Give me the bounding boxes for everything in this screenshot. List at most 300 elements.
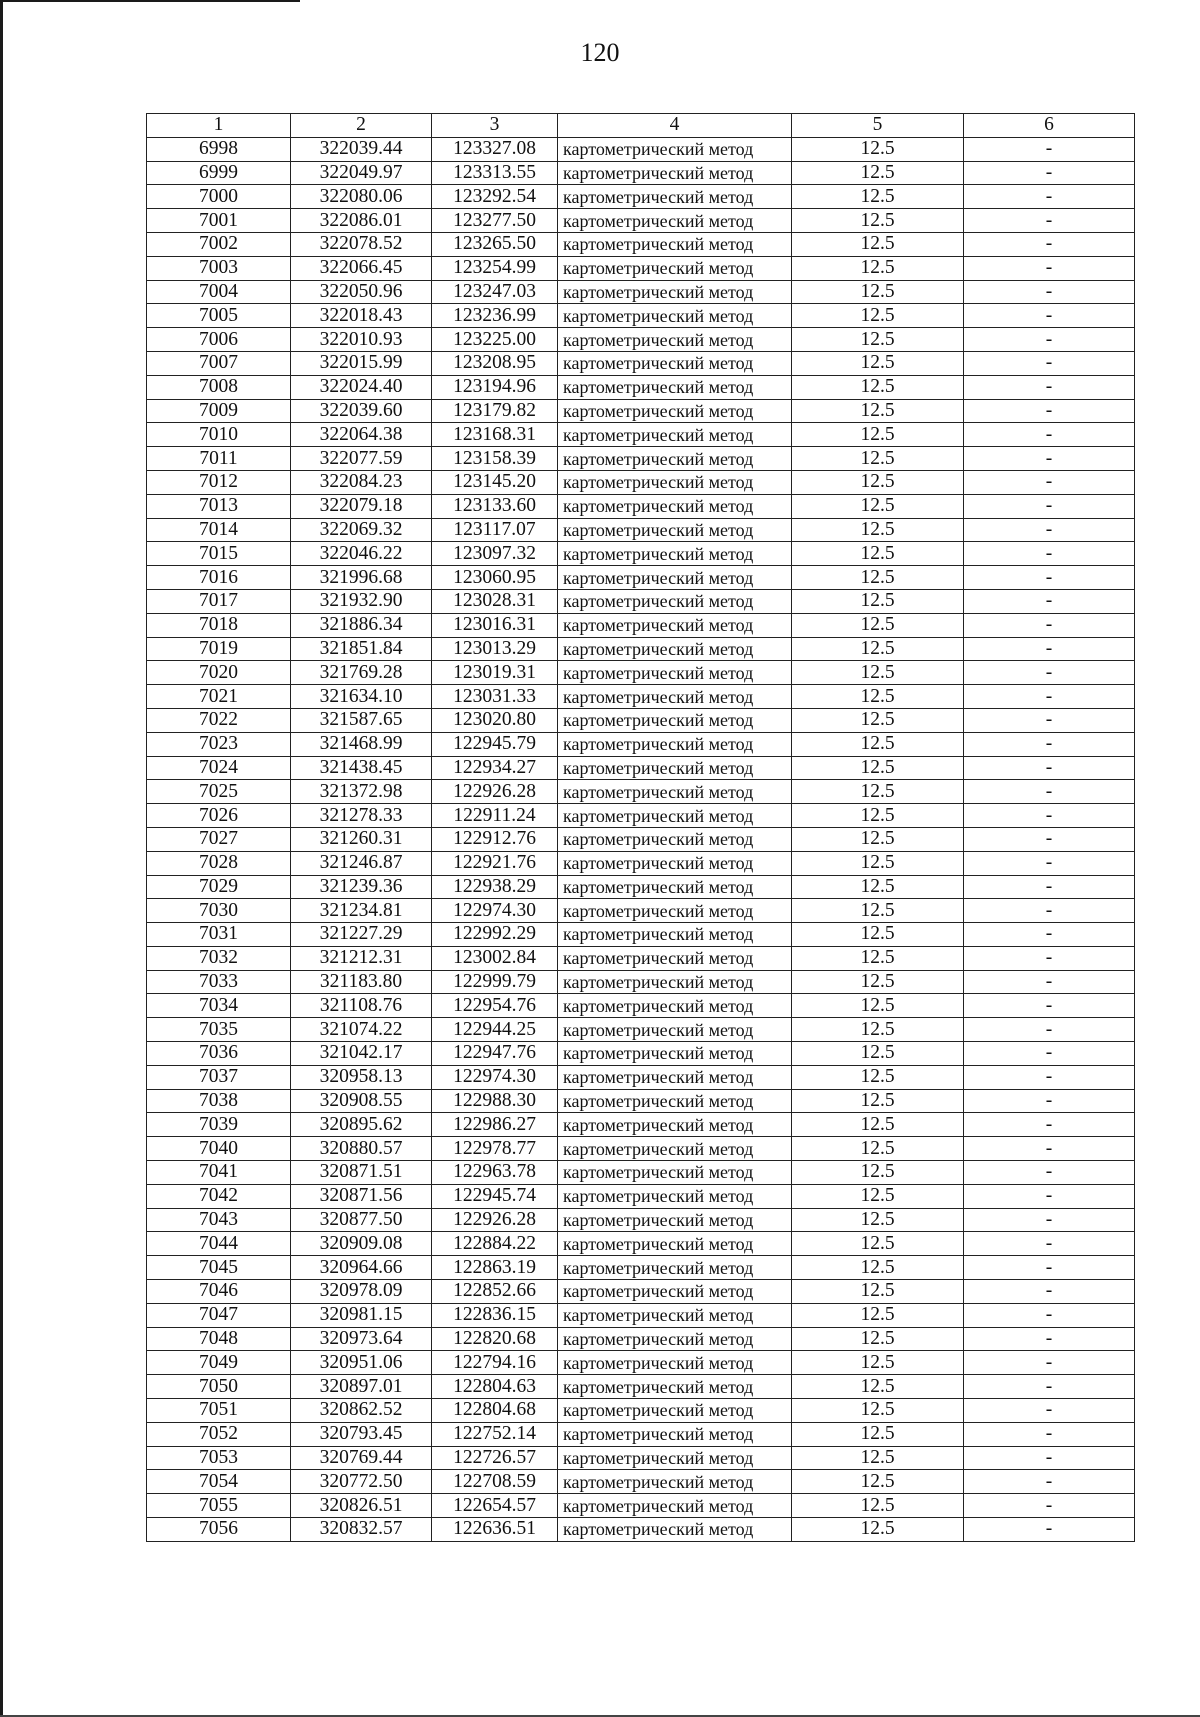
note-cell: - — [964, 328, 1135, 352]
method-cell: картометрический метод — [558, 994, 792, 1018]
coord-y-cell: 122636.51 — [432, 1518, 558, 1542]
coord-x-cell: 321246.87 — [291, 851, 432, 875]
table-row — [147, 994, 1135, 1018]
accuracy-cell: 12.5 — [792, 518, 964, 542]
note-cell: - — [964, 1184, 1135, 1208]
note-cell: - — [964, 685, 1135, 709]
point-number-cell: 7038 — [147, 1089, 291, 1113]
method-cell: картометрический метод — [558, 1065, 792, 1089]
coord-x-cell: 321239.36 — [291, 875, 432, 899]
coord-x-cell: 322077.59 — [291, 447, 432, 471]
point-number-cell: 7013 — [147, 494, 291, 518]
coord-x-cell: 322039.60 — [291, 399, 432, 423]
note-cell: - — [964, 899, 1135, 923]
coord-y-cell: 123236.99 — [432, 304, 558, 328]
table-row — [147, 661, 1135, 685]
coord-y-cell: 123225.00 — [432, 328, 558, 352]
table-row — [147, 542, 1135, 566]
method-cell: картометрический метод — [558, 708, 792, 732]
method-cell: картометрический метод — [558, 1232, 792, 1256]
method-cell: картометрический метод — [558, 1089, 792, 1113]
note-cell: - — [964, 1089, 1135, 1113]
coord-y-cell: 122884.22 — [432, 1232, 558, 1256]
table-row — [147, 470, 1135, 494]
coord-y-cell: 123145.20 — [432, 470, 558, 494]
header-col-1: 1 — [147, 114, 291, 138]
note-cell: - — [964, 875, 1135, 899]
note-cell: - — [964, 1018, 1135, 1042]
coord-y-cell: 122963.78 — [432, 1161, 558, 1185]
coord-y-cell: 123254.99 — [432, 256, 558, 280]
coord-y-cell: 122921.76 — [432, 851, 558, 875]
method-cell: картометрический метод — [558, 1018, 792, 1042]
accuracy-cell: 12.5 — [792, 209, 964, 233]
table-row — [147, 1256, 1135, 1280]
accuracy-cell: 12.5 — [792, 280, 964, 304]
point-number-cell: 7023 — [147, 732, 291, 756]
point-number-cell: 7048 — [147, 1327, 291, 1351]
method-cell: картометрический метод — [558, 1280, 792, 1304]
table-row — [147, 946, 1135, 970]
coord-y-cell: 123277.50 — [432, 209, 558, 233]
coord-x-cell: 321932.90 — [291, 589, 432, 613]
coord-x-cell: 322066.45 — [291, 256, 432, 280]
note-cell: - — [964, 756, 1135, 780]
method-cell: картометрический метод — [558, 875, 792, 899]
point-number-cell: 7001 — [147, 209, 291, 233]
table-row — [147, 851, 1135, 875]
accuracy-cell: 12.5 — [792, 399, 964, 423]
coord-y-cell: 123179.82 — [432, 399, 558, 423]
point-number-cell: 7009 — [147, 399, 291, 423]
coord-y-cell: 122912.76 — [432, 827, 558, 851]
accuracy-cell: 12.5 — [792, 1232, 964, 1256]
coord-x-cell: 321996.68 — [291, 566, 432, 590]
method-cell: картометрический метод — [558, 780, 792, 804]
point-number-cell: 7018 — [147, 613, 291, 637]
point-number-cell: 7045 — [147, 1256, 291, 1280]
coord-x-cell: 321074.22 — [291, 1018, 432, 1042]
coord-x-cell: 322080.06 — [291, 185, 432, 209]
accuracy-cell: 12.5 — [792, 232, 964, 256]
accuracy-cell: 12.5 — [792, 256, 964, 280]
method-cell: картометрический метод — [558, 1422, 792, 1446]
table-row — [147, 685, 1135, 709]
coord-y-cell: 123133.60 — [432, 494, 558, 518]
method-cell: картометрический метод — [558, 1042, 792, 1066]
coord-x-cell: 321227.29 — [291, 923, 432, 947]
table-row — [147, 1327, 1135, 1351]
table-row — [147, 1422, 1135, 1446]
note-cell: - — [964, 1327, 1135, 1351]
accuracy-cell: 12.5 — [792, 185, 964, 209]
accuracy-cell: 12.5 — [792, 1446, 964, 1470]
coord-y-cell: 122999.79 — [432, 970, 558, 994]
point-number-cell: 7002 — [147, 232, 291, 256]
note-cell: - — [964, 280, 1135, 304]
method-cell: картометрический метод — [558, 923, 792, 947]
coord-y-cell: 123158.39 — [432, 447, 558, 471]
note-cell: - — [964, 447, 1135, 471]
point-number-cell: 7031 — [147, 923, 291, 947]
coord-y-cell: 122926.28 — [432, 780, 558, 804]
method-cell: картометрический метод — [558, 1137, 792, 1161]
accuracy-cell: 12.5 — [792, 1089, 964, 1113]
point-number-cell: 7040 — [147, 1137, 291, 1161]
coord-x-cell: 321108.76 — [291, 994, 432, 1018]
point-number-cell: 7016 — [147, 566, 291, 590]
note-cell: - — [964, 1137, 1135, 1161]
method-cell: картометрический метод — [558, 1303, 792, 1327]
note-cell: - — [964, 946, 1135, 970]
table-row — [147, 399, 1135, 423]
method-cell: картометрический метод — [558, 851, 792, 875]
header-col-2: 2 — [291, 114, 432, 138]
point-number-cell: 7005 — [147, 304, 291, 328]
point-number-cell: 7004 — [147, 280, 291, 304]
note-cell: - — [964, 1399, 1135, 1423]
coord-y-cell: 122804.63 — [432, 1375, 558, 1399]
method-cell: картометрический метод — [558, 1446, 792, 1470]
accuracy-cell: 12.5 — [792, 970, 964, 994]
coord-x-cell: 320877.50 — [291, 1208, 432, 1232]
point-number-cell: 7020 — [147, 661, 291, 685]
accuracy-cell: 12.5 — [792, 375, 964, 399]
note-cell: - — [964, 304, 1135, 328]
coord-x-cell: 321851.84 — [291, 637, 432, 661]
accuracy-cell: 12.5 — [792, 685, 964, 709]
accuracy-cell: 12.5 — [792, 1161, 964, 1185]
coord-x-cell: 322015.99 — [291, 351, 432, 375]
table-row — [147, 1399, 1135, 1423]
accuracy-cell: 12.5 — [792, 1494, 964, 1518]
note-cell: - — [964, 1422, 1135, 1446]
table-row — [147, 1351, 1135, 1375]
point-number-cell: 7024 — [147, 756, 291, 780]
method-cell: картометрический метод — [558, 970, 792, 994]
coord-x-cell: 320908.55 — [291, 1089, 432, 1113]
accuracy-cell: 12.5 — [792, 1256, 964, 1280]
coord-x-cell: 321042.17 — [291, 1042, 432, 1066]
note-cell: - — [964, 1351, 1135, 1375]
note-cell: - — [964, 1446, 1135, 1470]
accuracy-cell: 12.5 — [792, 137, 964, 161]
coord-y-cell: 122820.68 — [432, 1327, 558, 1351]
method-cell: картометрический метод — [558, 185, 792, 209]
note-cell: - — [964, 613, 1135, 637]
coord-y-cell: 123060.95 — [432, 566, 558, 590]
method-cell: картометрический метод — [558, 1375, 792, 1399]
accuracy-cell: 12.5 — [792, 1184, 964, 1208]
method-cell: картометрический метод — [558, 566, 792, 590]
coord-x-cell: 320772.50 — [291, 1470, 432, 1494]
point-number-cell: 7012 — [147, 470, 291, 494]
coord-y-cell: 123313.55 — [432, 161, 558, 185]
coord-y-cell: 123028.31 — [432, 589, 558, 613]
table-row — [147, 447, 1135, 471]
coord-x-cell: 322064.38 — [291, 423, 432, 447]
coord-x-cell: 321183.80 — [291, 970, 432, 994]
point-number-cell: 7044 — [147, 1232, 291, 1256]
method-cell: картометрический метод — [558, 399, 792, 423]
point-number-cell: 7055 — [147, 1494, 291, 1518]
note-cell: - — [964, 185, 1135, 209]
point-number-cell: 7050 — [147, 1375, 291, 1399]
coord-x-cell: 320871.51 — [291, 1161, 432, 1185]
note-cell: - — [964, 1042, 1135, 1066]
table-row — [147, 589, 1135, 613]
coord-y-cell: 122863.19 — [432, 1256, 558, 1280]
point-number-cell: 7034 — [147, 994, 291, 1018]
point-number-cell: 7036 — [147, 1042, 291, 1066]
point-number-cell: 7003 — [147, 256, 291, 280]
coord-y-cell: 122794.16 — [432, 1351, 558, 1375]
coord-y-cell: 123292.54 — [432, 185, 558, 209]
accuracy-cell: 12.5 — [792, 1303, 964, 1327]
table-row — [147, 280, 1135, 304]
table-row — [147, 137, 1135, 161]
table-row — [147, 613, 1135, 637]
table-row — [147, 375, 1135, 399]
coord-x-cell: 322049.97 — [291, 161, 432, 185]
accuracy-cell: 12.5 — [792, 613, 964, 637]
table-row — [147, 161, 1135, 185]
table-row — [147, 351, 1135, 375]
coord-y-cell: 123168.31 — [432, 423, 558, 447]
table-row — [147, 1161, 1135, 1185]
coord-x-cell: 322010.93 — [291, 328, 432, 352]
point-number-cell: 7033 — [147, 970, 291, 994]
coord-x-cell: 322084.23 — [291, 470, 432, 494]
note-cell: - — [964, 1375, 1135, 1399]
table-row — [147, 328, 1135, 352]
coord-x-cell: 321468.99 — [291, 732, 432, 756]
note-cell: - — [964, 1470, 1135, 1494]
note-cell: - — [964, 923, 1135, 947]
table-row — [147, 756, 1135, 780]
method-cell: картометрический метод — [558, 613, 792, 637]
header-col-5: 5 — [792, 114, 964, 138]
note-cell: - — [964, 970, 1135, 994]
coord-x-cell: 322078.52 — [291, 232, 432, 256]
accuracy-cell: 12.5 — [792, 1113, 964, 1137]
table-row — [147, 1208, 1135, 1232]
note-cell: - — [964, 1518, 1135, 1542]
point-number-cell: 7037 — [147, 1065, 291, 1089]
coord-x-cell: 320826.51 — [291, 1494, 432, 1518]
coord-y-cell: 123031.33 — [432, 685, 558, 709]
accuracy-cell: 12.5 — [792, 994, 964, 1018]
coord-y-cell: 123327.08 — [432, 137, 558, 161]
scan-edge-top — [0, 0, 300, 2]
accuracy-cell: 12.5 — [792, 589, 964, 613]
coord-y-cell: 123117.07 — [432, 518, 558, 542]
coord-y-cell: 122954.76 — [432, 994, 558, 1018]
coord-x-cell: 321438.45 — [291, 756, 432, 780]
coord-y-cell: 122947.76 — [432, 1042, 558, 1066]
method-cell: картометрический метод — [558, 280, 792, 304]
method-cell: картометрический метод — [558, 447, 792, 471]
coord-x-cell: 322018.43 — [291, 304, 432, 328]
note-cell: - — [964, 1208, 1135, 1232]
note-cell: - — [964, 780, 1135, 804]
point-number-cell: 7043 — [147, 1208, 291, 1232]
table-row — [147, 1470, 1135, 1494]
accuracy-cell: 12.5 — [792, 470, 964, 494]
coord-x-cell: 322046.22 — [291, 542, 432, 566]
coord-x-cell: 320951.06 — [291, 1351, 432, 1375]
coord-x-cell: 320871.56 — [291, 1184, 432, 1208]
accuracy-cell: 12.5 — [792, 1042, 964, 1066]
table-row — [147, 970, 1135, 994]
coord-y-cell: 122938.29 — [432, 875, 558, 899]
note-cell: - — [964, 1113, 1135, 1137]
coord-y-cell: 123020.80 — [432, 708, 558, 732]
coord-y-cell: 123013.29 — [432, 637, 558, 661]
coord-y-cell: 122804.68 — [432, 1399, 558, 1423]
page-number: 120 — [580, 38, 620, 67]
point-number-cell: 7056 — [147, 1518, 291, 1542]
method-cell: картометрический метод — [558, 732, 792, 756]
accuracy-cell: 12.5 — [792, 1422, 964, 1446]
table-row — [147, 1042, 1135, 1066]
accuracy-cell: 12.5 — [792, 875, 964, 899]
note-cell: - — [964, 209, 1135, 233]
note-cell: - — [964, 637, 1135, 661]
point-number-cell: 7010 — [147, 423, 291, 447]
point-number-cell: 7027 — [147, 827, 291, 851]
point-number-cell: 7039 — [147, 1113, 291, 1137]
note-cell: - — [964, 137, 1135, 161]
coord-x-cell: 320862.52 — [291, 1399, 432, 1423]
note-cell: - — [964, 351, 1135, 375]
table-row — [147, 518, 1135, 542]
coord-x-cell: 321634.10 — [291, 685, 432, 709]
note-cell: - — [964, 542, 1135, 566]
coord-x-cell: 321234.81 — [291, 899, 432, 923]
note-cell: - — [964, 1161, 1135, 1185]
method-cell: картометрический метод — [558, 827, 792, 851]
coord-y-cell: 122926.28 — [432, 1208, 558, 1232]
table-row — [147, 1232, 1135, 1256]
coord-y-cell: 123019.31 — [432, 661, 558, 685]
coord-x-cell: 321769.28 — [291, 661, 432, 685]
accuracy-cell: 12.5 — [792, 494, 964, 518]
header-col-6: 6 — [964, 114, 1135, 138]
coord-y-cell: 122934.27 — [432, 756, 558, 780]
point-number-cell: 7000 — [147, 185, 291, 209]
table-row — [147, 1494, 1135, 1518]
method-cell: картометрический метод — [558, 1470, 792, 1494]
method-cell: картометрический метод — [558, 161, 792, 185]
point-number-cell: 7032 — [147, 946, 291, 970]
method-cell: картометрический метод — [558, 1399, 792, 1423]
accuracy-cell: 12.5 — [792, 1351, 964, 1375]
method-cell: картометрический метод — [558, 470, 792, 494]
accuracy-cell: 12.5 — [792, 1327, 964, 1351]
coord-x-cell: 321212.31 — [291, 946, 432, 970]
point-number-cell: 7042 — [147, 1184, 291, 1208]
table-row — [147, 732, 1135, 756]
coord-y-cell: 122945.79 — [432, 732, 558, 756]
method-cell: картометрический метод — [558, 1184, 792, 1208]
note-cell: - — [964, 804, 1135, 828]
point-number-cell: 7046 — [147, 1280, 291, 1304]
accuracy-cell: 12.5 — [792, 1470, 964, 1494]
coord-x-cell: 322069.32 — [291, 518, 432, 542]
table-row — [147, 637, 1135, 661]
point-number-cell: 7011 — [147, 447, 291, 471]
coord-y-cell: 123247.03 — [432, 280, 558, 304]
table-body — [147, 137, 1135, 1541]
coord-x-cell: 321886.34 — [291, 613, 432, 637]
table-row — [147, 827, 1135, 851]
accuracy-cell: 12.5 — [792, 661, 964, 685]
point-number-cell: 7030 — [147, 899, 291, 923]
coord-y-cell: 122988.30 — [432, 1089, 558, 1113]
coord-y-cell: 122726.57 — [432, 1446, 558, 1470]
table-row — [147, 1113, 1135, 1137]
coord-y-cell: 122974.30 — [432, 899, 558, 923]
coord-x-cell: 322039.44 — [291, 137, 432, 161]
accuracy-cell: 12.5 — [792, 804, 964, 828]
accuracy-cell: 12.5 — [792, 542, 964, 566]
method-cell: картометрический метод — [558, 137, 792, 161]
table-row — [147, 923, 1135, 947]
note-cell: - — [964, 470, 1135, 494]
accuracy-cell: 12.5 — [792, 304, 964, 328]
note-cell: - — [964, 994, 1135, 1018]
accuracy-cell: 12.5 — [792, 1018, 964, 1042]
coord-x-cell: 320973.64 — [291, 1327, 432, 1351]
method-cell: картометрический метод — [558, 423, 792, 447]
method-cell: картометрический метод — [558, 899, 792, 923]
method-cell: картометрический метод — [558, 756, 792, 780]
coord-y-cell: 122911.24 — [432, 804, 558, 828]
note-cell: - — [964, 518, 1135, 542]
note-cell: - — [964, 399, 1135, 423]
coord-x-cell: 321587.65 — [291, 708, 432, 732]
table-row — [147, 708, 1135, 732]
accuracy-cell: 12.5 — [792, 1518, 964, 1542]
note-cell: - — [964, 661, 1135, 685]
method-cell: картометрический метод — [558, 542, 792, 566]
method-cell: картометрический метод — [558, 328, 792, 352]
point-number-cell: 7008 — [147, 375, 291, 399]
point-number-cell: 7022 — [147, 708, 291, 732]
point-number-cell: 7047 — [147, 1303, 291, 1327]
coord-y-cell: 122654.57 — [432, 1494, 558, 1518]
table-row — [147, 1375, 1135, 1399]
method-cell: картометрический метод — [558, 1518, 792, 1542]
note-cell: - — [964, 1256, 1135, 1280]
method-cell: картометрический метод — [558, 1351, 792, 1375]
accuracy-cell: 12.5 — [792, 161, 964, 185]
point-number-cell: 7028 — [147, 851, 291, 875]
point-number-cell: 7015 — [147, 542, 291, 566]
note-cell: - — [964, 851, 1135, 875]
note-cell: - — [964, 732, 1135, 756]
note-cell: - — [964, 708, 1135, 732]
accuracy-cell: 12.5 — [792, 1375, 964, 1399]
point-number-cell: 7007 — [147, 351, 291, 375]
table-row — [147, 209, 1135, 233]
point-number-cell: 7021 — [147, 685, 291, 709]
note-cell: - — [964, 1280, 1135, 1304]
coord-y-cell: 123097.32 — [432, 542, 558, 566]
coord-x-cell: 321372.98 — [291, 780, 432, 804]
method-cell: картометрический метод — [558, 1208, 792, 1232]
